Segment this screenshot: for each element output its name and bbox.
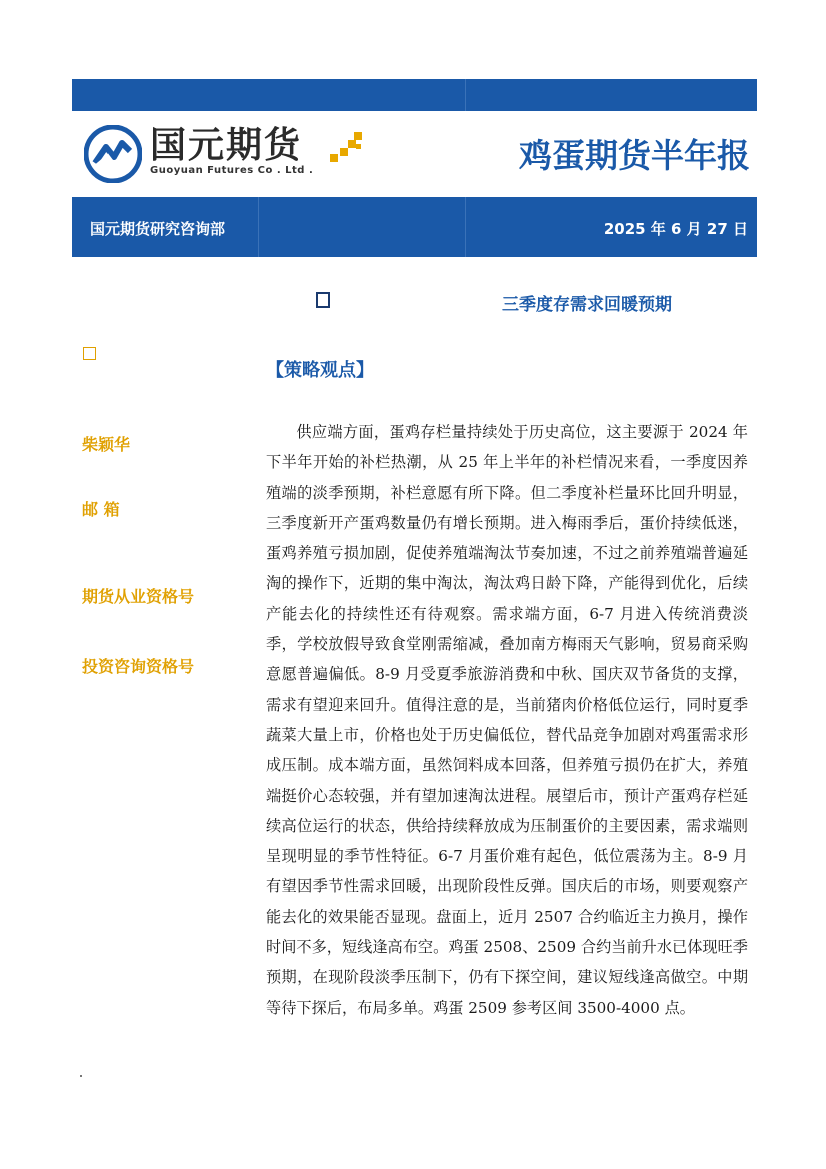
section-heading: 【策略观点】 xyxy=(266,360,374,381)
checkbox-icon xyxy=(83,347,96,360)
top-banner xyxy=(72,79,757,111)
strategy-body-text: 供应端方面，蛋鸡存栏量持续处于历史高位，这主要源于 2024 年下半年开始的补栏热潮，从 25 年上半年的补栏情况来看，一季度因养殖端的淡季预期，补栏意愿有所下降。但二季度补栏量环比回升明显，三季度新开产蛋鸡数量仍有增长预期。进入梅雨季后，蛋价持续低迷，蛋鸡养殖亏损加剧，促使养殖端淘汰节奏加速，不过之前养殖端普遍延淘的操作下，近期的集中淘汰，淘汰鸡日龄下降，产能得到优化，后续产能去化的持续性还有待观察。需求端方面，6-7 月进入传统消费淡季，学校放假导致食堂刚需缩减，叠加南方梅雨天气影响，贸易商采购意愿普遍偏低。8-9 月受夏季旅游消费和中秋、国庆双节备货的支撑，需求有望迎来回升。值得注意的是，当前猪肉价格低位运行，同时夏季蔬菜大量上市，价格也处于历史偏低位，替代品竞争加剧对鸡蛋需求形成压制。成本端方面，虽然饲料成本回落，但养殖亏损仍在扩大，养殖端挺价心态较强，并有望加速淘汰进程。展望后市，预计产蛋鸡存栏延续高位运行的状态，供给持续释放成为压制蛋价的主要因素，需求端则呈现明显的季节性特征。6-7 月蛋价难有起色，低位震荡为主。8-9 月有望因季节性需求回暖，出现阶段性反弹。国庆后的市场，则要观察产能去化的效果能否显现。盘面上，近月 2507 合约临近主力换月，操作时间不多，短线逢高布空。鸡蛋 2508、2509 合约当前升水已体现旺季预期，在现阶段淡季压制下，仍有下探空间，建议短线逢高做空。中期等待下探后，布局多单。鸡蛋 2509 参考区间 3500-4000 点。 xyxy=(266,423,748,1017)
email-label: 邮 箱 xyxy=(82,500,120,519)
report-date: 2025 年 6 月 27 日 xyxy=(603,220,748,238)
page-mark xyxy=(80,1075,82,1077)
checkbox-icon xyxy=(316,292,330,308)
gold-squares-icon xyxy=(324,132,364,168)
logo-text-en: Guoyuan Futures Co . Ltd . xyxy=(150,165,314,176)
license-label: 期货从业资格号 xyxy=(82,587,195,606)
guoyuan-logo-icon xyxy=(84,125,142,183)
logo-text-cn: 国元期货 xyxy=(150,125,303,166)
analyst-name: 柴颖华 xyxy=(82,435,131,454)
report-title: 鸡蛋期货半年报 xyxy=(519,136,750,175)
department-label: 国元期货研究咨询部 xyxy=(90,220,226,238)
consult-license-label: 投资咨询资格号 xyxy=(82,657,195,676)
report-subtitle: 三季度存需求回暖预期 xyxy=(502,295,672,315)
